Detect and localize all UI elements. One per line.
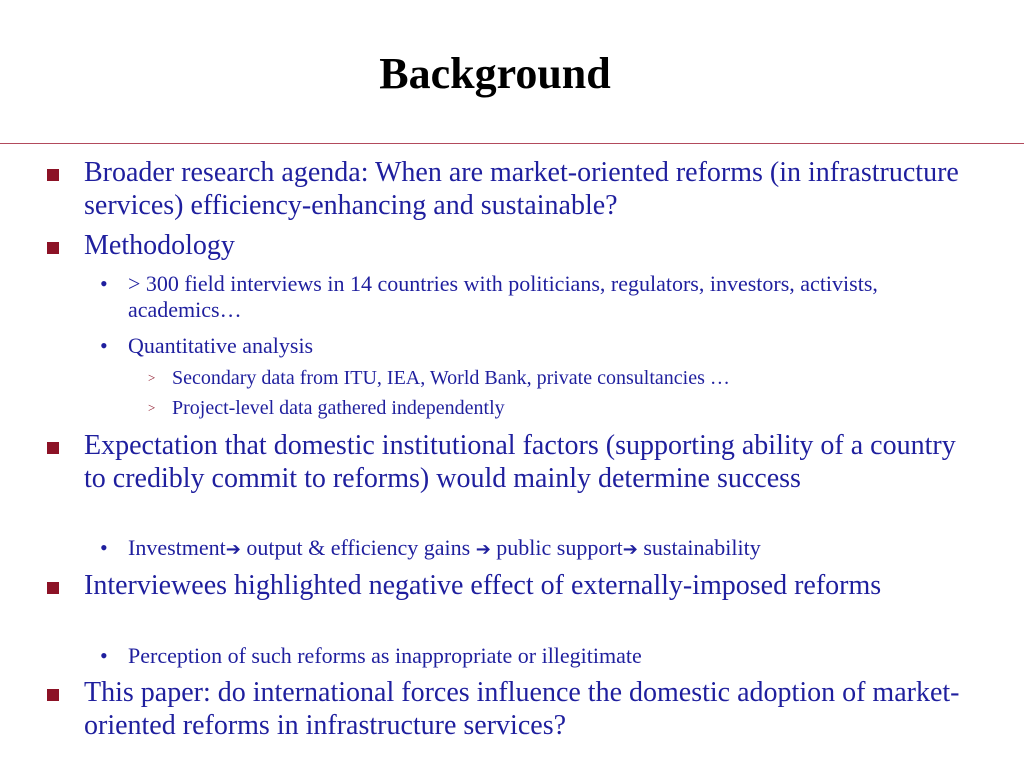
- square-bullet-icon: [47, 689, 59, 701]
- round-bullet-icon: •: [100, 535, 108, 560]
- round-bullet-icon: •: [100, 271, 108, 296]
- square-bullet-icon: [47, 242, 59, 254]
- square-bullet-icon: [47, 442, 59, 454]
- chevron-right-bullet-icon: >: [148, 370, 156, 385]
- title-divider: [0, 143, 1024, 144]
- slide-title: Background: [379, 49, 611, 98]
- chain-public-support: public support: [490, 535, 623, 560]
- bullet-interviewees: Interviewees highlighted negative effect of externally-imposed reforms: [84, 570, 882, 601]
- square-bullet-icon: [47, 169, 59, 181]
- bullet-methodology: Methodology: [84, 230, 235, 261]
- sub-bullet-investment-chain: [128, 535, 988, 563]
- bullet-expectation: Expectation that domestic institutional factors (supporting ability of a country to credibly commit to reforms) would mainly determine success: [84, 430, 956, 494]
- bullet-research-agenda: Broader research agenda: When are market-oriented reforms (in infrastructure services) efficiency-enhancing and sustainable?: [84, 157, 959, 221]
- square-bullet-icon: [47, 582, 59, 594]
- subsub-bullet-secondary-data: Secondary data from ITU, IEA, World Bank, private consultancies …: [172, 367, 730, 389]
- sub-bullet-quantitative-analysis: Quantitative analysis: [128, 333, 314, 358]
- sub-bullet-perception: Perception of such reforms as inappropriate or illegitimate: [128, 643, 642, 668]
- right-arrow-icon: ➔: [622, 539, 638, 560]
- chain-sustainability: sustainability: [637, 535, 761, 560]
- bullet-this-paper: This paper: do international forces influence the domestic adoption of market-oriented reforms in infrastructure services?: [84, 677, 960, 741]
- sub-bullet-field-interviews: > 300 field interviews in 14 countries with politicians, regulators, investors, activists, academics…: [128, 271, 878, 322]
- right-arrow-icon: ➔: [225, 539, 241, 560]
- round-bullet-icon: •: [100, 643, 108, 668]
- right-arrow-icon: ➔: [475, 539, 491, 560]
- round-bullet-icon: •: [100, 333, 108, 358]
- chain-output-efficiency: output & efficiency gains: [240, 535, 476, 560]
- chain-investment: Investment: [128, 535, 226, 560]
- subsub-bullet-project-level-data: Project-level data gathered independently: [172, 397, 505, 419]
- chevron-right-bullet-icon: >: [148, 400, 156, 415]
